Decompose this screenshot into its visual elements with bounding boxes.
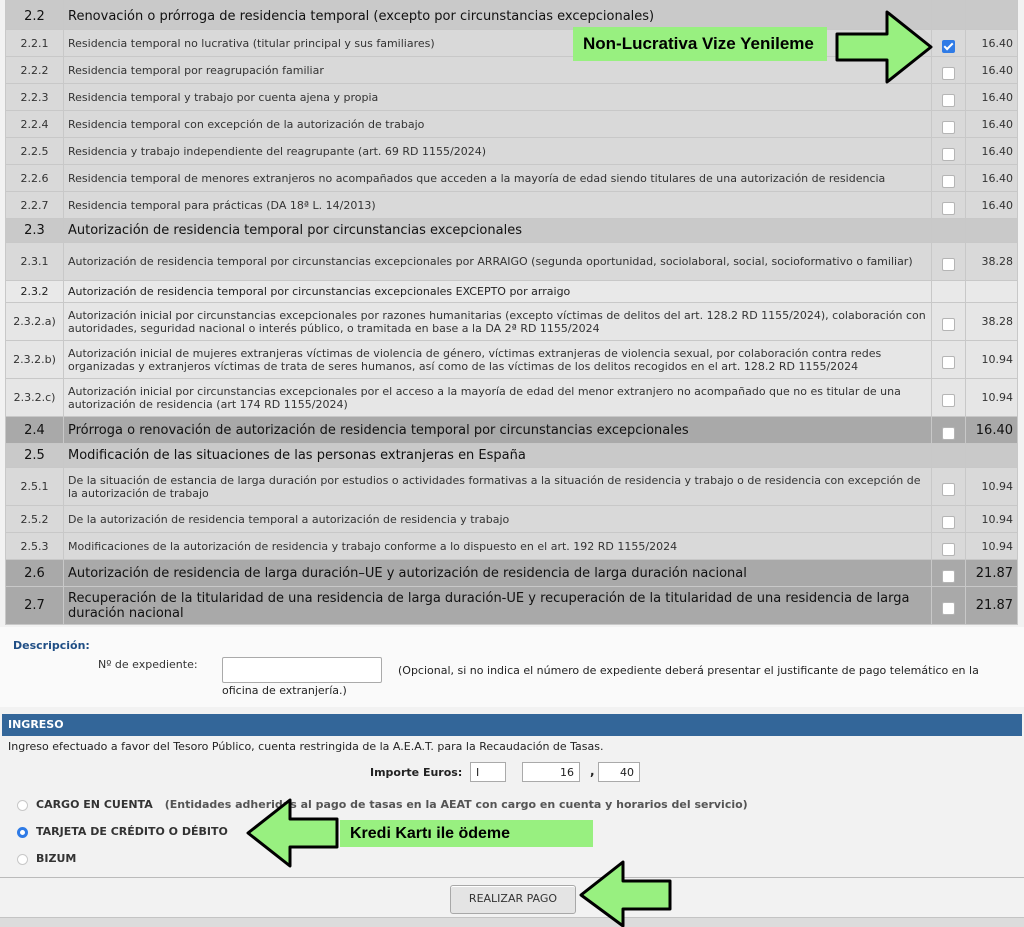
cargo-label: CARGO EN CUENTA [36,798,153,811]
radio-bizum[interactable] [17,854,28,865]
ingreso-header: INGRESO [2,714,1022,736]
row-checkbox[interactable] [942,427,955,440]
row-price: 10.94 [966,341,1018,379]
ingreso-description: Ingreso efectuado a favor del Tesoro Público, cuenta restringida de la A.E.A.T. para la Recaudación de Tasas. [8,740,604,753]
row-code: 2.2 [6,0,64,30]
row-desc: Autorización de residencia de larga duración–UE y autorización de residencia de larga duración nacional [64,560,932,587]
row-code: 2.5.1 [6,468,64,506]
row-code: 2.3.2 [6,281,64,303]
row-code: 2.2.1 [6,30,64,57]
descripcion-panel [0,627,1024,707]
row-checkbox[interactable] [942,516,955,529]
section-row-2-6 [6,560,1018,587]
payment-option-tarjeta[interactable] [17,825,228,838]
row-price: 16.40 [966,192,1018,219]
descripcion-title: Descripción: [13,639,90,652]
expediente-note: (Opcional, si no indica el número de expediente deberá presentar el justificante de pago telemático en la [398,664,979,677]
importe-euros-field[interactable]: 16 [522,762,580,782]
table-row [6,341,1018,379]
row-price: 16.40 [966,111,1018,138]
row-checkbox[interactable] [942,67,955,80]
cargo-note: (Entidades adheridas al pago de tasas en la AEAT con cargo en cuenta y horarios del servicio) [164,798,748,811]
row-code: 2.2.6 [6,165,64,192]
row-checkbox[interactable] [942,258,955,271]
row-price: 10.94 [966,533,1018,560]
row-checkbox[interactable] [942,202,955,215]
row-checkbox[interactable] [942,543,955,556]
row-price: 21.87 [966,560,1018,587]
row-checkbox[interactable] [942,318,955,331]
row-checkbox[interactable] [942,94,955,107]
table-row [6,111,1018,138]
row-price: 38.28 [966,303,1018,341]
row-price: 16.40 [966,165,1018,192]
payment-option-cargo[interactable] [17,798,748,811]
row-desc: Residencia temporal no lucrativa (titular principal y sus familiares) [64,30,932,57]
row-desc: Recuperación de la titularidad de una residencia de larga duración-UE y recuperación de la titularidad de una residencia de larga duración nacional [64,587,932,625]
annotation-arrow-right-icon [835,10,935,85]
row-price [966,219,1018,243]
row-checkbox[interactable] [942,148,955,161]
row-price: 16.40 [966,138,1018,165]
row-code: 2.3.1 [6,243,64,281]
row-price: 16.40 [966,417,1018,444]
row-checkbox-cell [932,0,966,30]
row-price: 16.40 [966,57,1018,84]
expediente-input[interactable] [222,657,382,683]
row-code: 2.3.2.a) [6,303,64,341]
row-desc: Autorización inicial por circunstancias excepcionales por razones humanitarias (excepto víctimas de delitos del art. 128.2 RD 1155/2024), colaboración con autoridades, seguridad nacional o interés público, o tramitada en base a la DA 2ª RD 1155/2024 [64,303,932,341]
row-price: 21.87 [966,587,1018,625]
section-row-2-3 [6,219,1018,243]
row-price [966,281,1018,303]
expediente-note-continued: oficina de extranjería.) [222,684,347,697]
row-desc: Modificaciones de la autorización de residencia y trabajo conforme a lo dispuesto en el art. 192 RD 1155/2024 [64,533,932,560]
row-desc: Residencia temporal por reagrupación familiar [64,57,932,84]
row-desc: Residencia y trabajo independiente del reagrupante (art. 69 RD 1155/2024) [64,138,932,165]
row-desc: Autorización de residencia temporal por circunstancias excepcionales [64,219,932,243]
row-code: 2.7 [6,587,64,625]
row-checkbox[interactable] [942,121,955,134]
table-row [6,379,1018,417]
row-code: 2.3.2.c) [6,379,64,417]
row-price: 10.94 [966,468,1018,506]
tarjeta-label: TARJETA DE CRÉDITO O DÉBITO [36,825,228,838]
bizum-label: BIZUM [36,852,77,865]
row-code: 2.2.4 [6,111,64,138]
row-price [966,444,1018,468]
row-desc: Autorización inicial por circunstancias excepcionales por el acceso a la mayoría de edad del menor extranjero no acompañado que no es titular de una autorización de residencia (art 174 RD 1155/2024) [64,379,932,417]
row-desc: De la autorización de residencia temporal a autorización de residencia y trabajo [64,506,932,533]
row-checkbox[interactable] [942,570,955,583]
table-row [6,506,1018,533]
table-row [6,84,1018,111]
tasas-table [5,0,1018,625]
row-desc: Prórroga o renovación de autorización de residencia temporal por circunstancias excepcionales [64,417,932,444]
row-desc: Renovación o prórroga de residencia temporal (excepto por circunstancias excepcionales) [64,0,932,30]
row-desc: Autorización de residencia temporal por circunstancias excepcionales por ARRAIGO (segunda oportunidad, sociolaboral, social, socioformativo o familiar) [64,243,932,281]
row-code: 2.5.2 [6,506,64,533]
section-row-2-7 [6,587,1018,625]
row-checkbox[interactable] [942,356,955,369]
importe-label: Importe Euros: [370,766,463,779]
table-row [6,138,1018,165]
row-code: 2.5 [6,444,64,468]
importe-sign-field[interactable]: I [470,762,506,782]
table-row [6,165,1018,192]
row-code: 2.2.2 [6,57,64,84]
row-desc: Autorización inicial de mujeres extranjeras víctimas de violencia de género, víctimas extranjeras de violencia sexual, por colaboración contra redes organizadas y extranjeros víctimas de trata de seres humanos, así como de las víctimas de los delitos recogidos en el art. 128.2 RD 1155/2024 [64,341,932,379]
row-checkbox-checked[interactable] [942,40,955,53]
table-row [6,468,1018,506]
payment-option-bizum[interactable] [17,852,76,865]
table-row [6,192,1018,219]
section-row-2-4 [6,417,1018,444]
expediente-label: Nº de expediente: [98,658,198,671]
row-checkbox[interactable] [942,175,955,188]
table-row [6,533,1018,560]
annotation-callout-renewal: Non-Lucrativa Vize Yenileme [573,27,827,61]
row-price: 38.28 [966,243,1018,281]
row-price: 10.94 [966,506,1018,533]
row-code: 2.6 [6,560,64,587]
radio-cargo[interactable] [17,800,28,811]
realizar-pago-button[interactable]: REALIZAR PAGO [450,885,576,914]
row-code: 2.2.5 [6,138,64,165]
row-desc: Residencia temporal y trabajo por cuenta ajena y propia [64,84,932,111]
annotation-arrow-left-icon [578,860,673,927]
row-checkbox[interactable] [942,483,955,496]
row-checkbox[interactable] [942,602,955,615]
row-price: 10.94 [966,379,1018,417]
subsection-row-2-3-2 [6,281,1018,303]
row-price: 16.40 [966,30,1018,57]
row-code: 2.5.3 [6,533,64,560]
row-desc: Residencia temporal de menores extranjeros no acompañados que acceden a la mayoría de edad siendo titulares de una autorización de residencia [64,165,932,192]
row-price: 16.40 [966,84,1018,111]
importe-decimal-separator: , [590,764,595,778]
annotation-arrow-left-icon [245,798,340,868]
importe-cents-field[interactable]: 40 [598,762,640,782]
row-desc: Residencia temporal con excepción de la autorización de trabajo [64,111,932,138]
row-code: 2.3.2.b) [6,341,64,379]
table-row [6,303,1018,341]
row-price [966,0,1018,30]
row-desc: Modificación de las situaciones de las personas extranjeras en España [64,444,932,468]
section-row-2-5 [6,444,1018,468]
row-checkbox[interactable] [942,394,955,407]
annotation-callout-card: Kredi Kartı ile ödeme [340,820,593,847]
row-code: 2.3 [6,219,64,243]
row-desc: De la situación de estancia de larga duración por estudios o actividades formativas a la situación de residencia y trabajo o de residencia con excepción de la autorización de trabajo [64,468,932,506]
bottom-bar [0,917,1024,927]
table-row [6,243,1018,281]
row-code: 2.2.7 [6,192,64,219]
row-code: 2.2.3 [6,84,64,111]
radio-tarjeta-selected[interactable] [17,827,28,838]
divider [0,877,1024,878]
row-desc: Residencia temporal para prácticas (DA 18ª L. 14/2013) [64,192,932,219]
row-desc: Autorización de residencia temporal por circunstancias excepcionales EXCEPTO por arraigo [64,281,932,303]
row-code: 2.4 [6,417,64,444]
